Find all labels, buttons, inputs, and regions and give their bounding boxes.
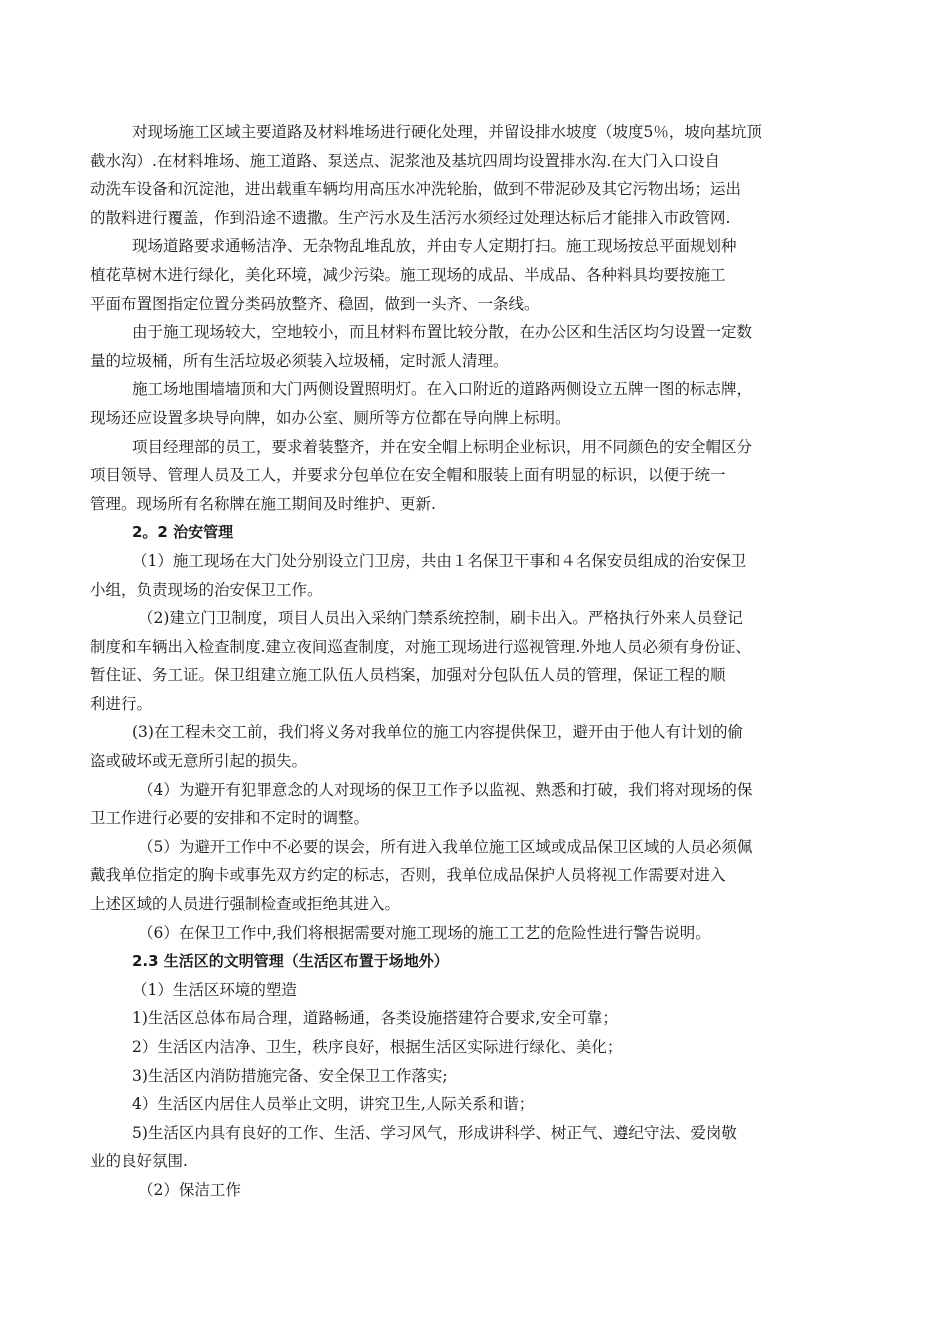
text-line: 植花草树木进行绿化，美化环境，减少污染。施工现场的成品、半成品、各种料具均要按施工	[90, 265, 726, 284]
text-line: 由于施工现场较大，空地较小，而且材料布置比较分散，在办公区和生活区均匀设置一定数	[132, 323, 753, 342]
text-line: 施工场地围墙墙顶和大门两侧设置照明灯。在入口附近的道路两侧设立五牌一图的标志牌，	[132, 380, 753, 399]
text-line: （1）施工现场在大门处分别设立门卫房，共由１名保卫干事和４名保安员组成的治安保卫	[132, 551, 747, 570]
text-line: 业的良好氛围.	[90, 1152, 188, 1171]
text-line: （4）为避开有犯罪意念的人对现场的保卫工作予以监视、熟悉和打破，我们将对现场的保	[138, 780, 753, 799]
text-line: 对现场施工区域主要道路及材料堆场进行硬化处理，并留设排水坡度（坡度5％，坡向基坑顶	[132, 123, 762, 141]
text-line: （6）在保卫工作中,我们将根据需要对施工现场的施工工艺的危险性进行警告说明。	[138, 923, 711, 942]
text-line: （2）保洁工作	[138, 1180, 241, 1199]
text-line: 盗或破坏或无意所引起的损失。	[90, 752, 308, 771]
text-line: 2）生活区内洁净、卫生，秩序良好，根据生活区实际进行绿化、美化；	[132, 1038, 623, 1056]
text-line: (3)在工程未交工前，我们将义务对我单位的施工内容提供保卫，避开由于他人有计划的偷	[132, 723, 743, 742]
document-body	[90, 118, 870, 1205]
text-line: 项目经理部的员工，要求着装整齐，并在安全帽上标明企业标识，用不同颜色的安全帽区分	[132, 437, 753, 456]
text-line: 暂住证、务工证。保卫组建立施工队伍人员档案，加强对分包队伍人员的管理，保证工程的顺	[90, 666, 726, 685]
text-line: 管理。现场所有名称牌在施工期间及时维护、更新.	[90, 494, 436, 513]
text-line: 1)生活区总体布局合理，道路畅通，各类设施搭建符合要求,安全可靠；	[132, 1009, 618, 1028]
text-line: 5)生活区内具有良好的工作、生活、学习风气，形成讲科学、树正气、遵纪守法、爱岗敬	[132, 1123, 737, 1142]
section-heading: 2。2 治安管理	[132, 523, 234, 542]
text-line: （1）生活区环境的塑造	[132, 980, 297, 999]
section-heading: 2.3 生活区的文明管理（生活区布置于场地外）	[132, 952, 449, 971]
text-line: 3)生活区内消防措施完备、安全保卫工作落实;	[132, 1066, 448, 1085]
text-line: 制度和车辆出入检查制度.建立夜间巡查制度，对施工现场进行巡视管理.外地人员必须有身份证、	[90, 637, 751, 656]
text-line: 截水沟）.在材料堆场、施工道路、泵送点、泥浆池及基坑四周均设置排水沟.在大门入口设自	[90, 151, 720, 170]
text-line: （5）为避开工作中不必要的误会，所有进入我单位施工区域或成品保卫区域的人员必须佩	[138, 837, 753, 856]
text-line: 平面布置图指定位置分类码放整齐、稳固，做到一头齐、一条线。	[90, 294, 540, 313]
text-line: 项目领导、管理人员及工人，并要求分包单位在安全帽和服装上面有明显的标识，以便于统一	[90, 466, 726, 485]
text-line: 4）生活区内居住人员举止文明，讲究卫生,人际关系和谐；	[132, 1095, 535, 1114]
text-line: （2)建立门卫制度，项目人员出入采纳门禁系统控制，刷卡出入。严格执行外来人员登记	[138, 609, 743, 628]
text-line: 动洗车设备和沉淀池，进出载重车辆均用高压水冲洗轮胎，做到不带泥砂及其它污物出场；运出	[90, 180, 742, 199]
text-line: 量的垃圾桶，所有生活垃圾必须装入垃圾桶，定时派人清理。	[90, 351, 509, 370]
text-line: 小组，负责现场的治安保卫工作。	[90, 580, 323, 599]
text-line: 现场道路要求通畅洁净、无杂物乱堆乱放，并由专人定期打扫。施工现场按总平面规划种	[132, 237, 737, 256]
text-line: 卫工作进行必要的安排和不定时的调整。	[90, 809, 370, 828]
text-line: 利进行。	[90, 694, 153, 713]
text-line: 上述区域的人员进行强制检查或拒绝其进入。	[90, 895, 401, 914]
text-line: 的散料进行覆盖，作到沿途不遗撒。生产污水及生活污水须经过处理达标后才能排入市政管网.	[90, 208, 731, 227]
text-line: 现场还应设置多块导向牌，如办公室、厕所等方位都在导向牌上标明。	[90, 408, 571, 427]
text-line: 戴我单位指定的胸卡或事先双方约定的标志，否则，我单位成品保护人员将视工作需要对进入	[90, 866, 726, 885]
